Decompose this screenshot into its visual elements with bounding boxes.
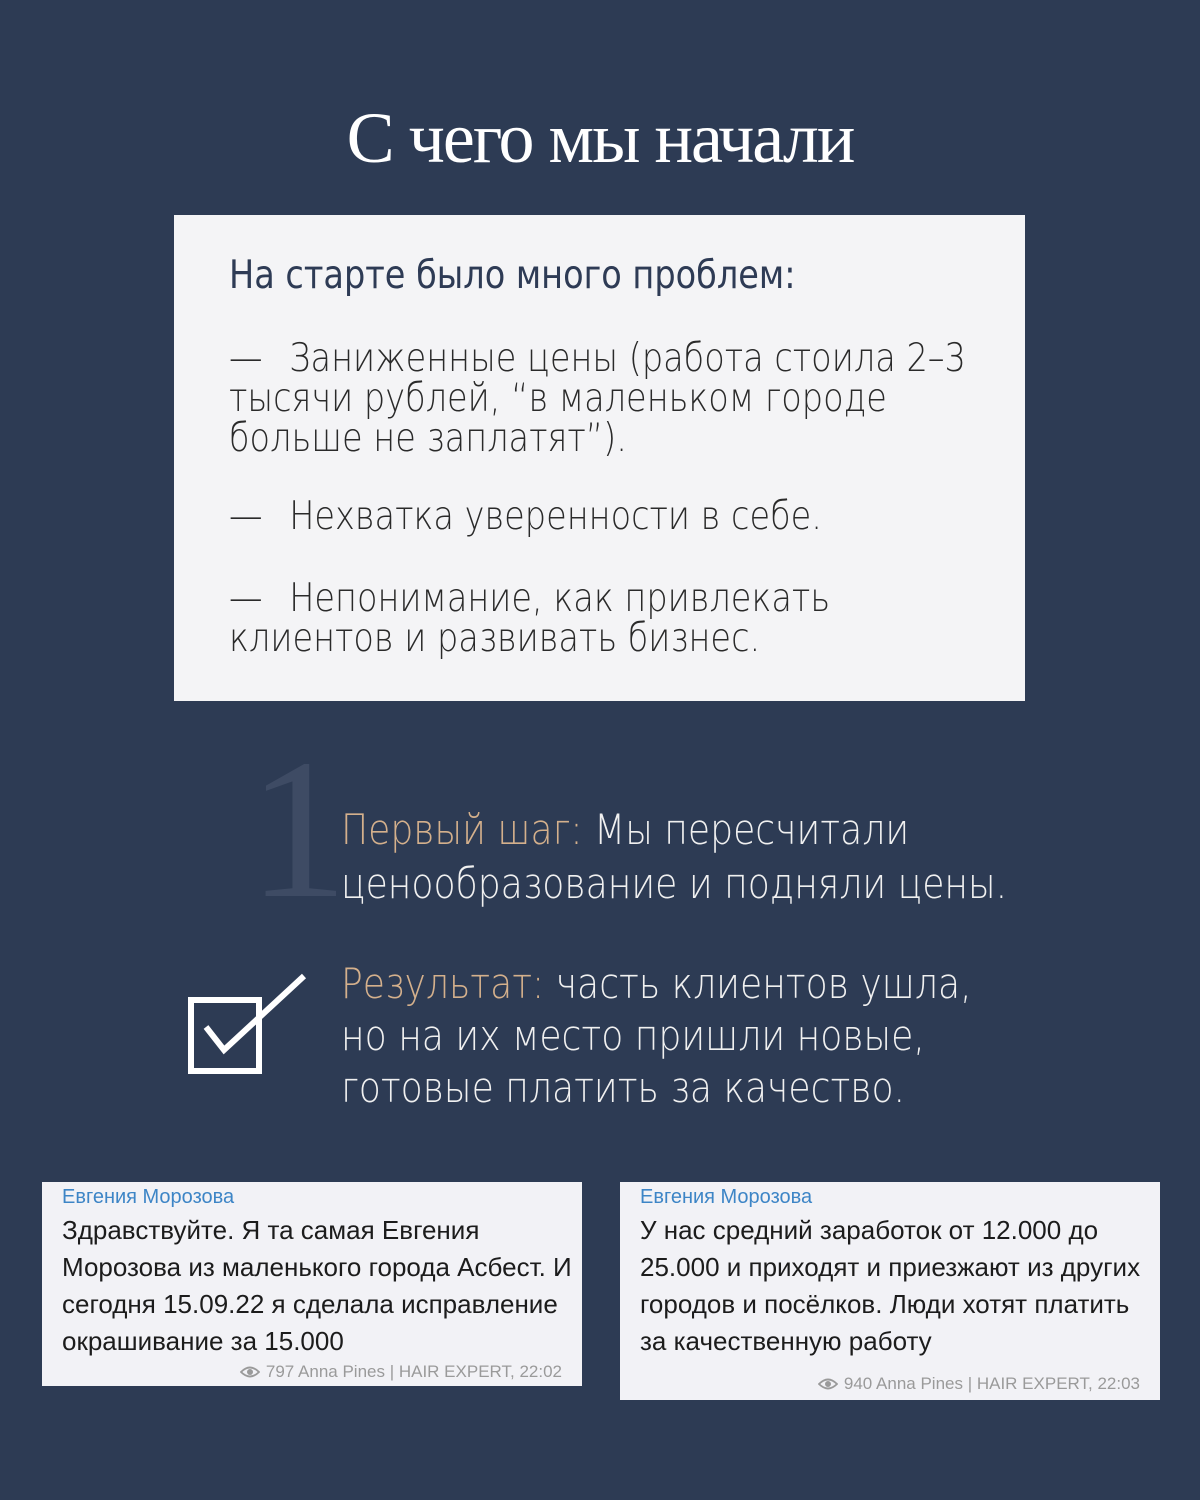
chat-message [620, 1182, 1160, 1400]
problem-item: — Нехватка уверенности в себе. [229, 494, 822, 539]
view-count: 797 [265, 1362, 295, 1381]
chat-author[interactable]: Евгения Морозова [62, 1186, 235, 1208]
view-count: 940 [843, 1374, 873, 1393]
first-step-text: Первый шаг: Мы пересчитали ценообразование и подняли цены. [341, 805, 1008, 908]
step-number: 1 [248, 719, 348, 940]
chat-message-text: У нас средний заработок от 12.000 до 25.000 и приходят и приезжают из других городов и посёлков. Люди хотят платить за качественную работу [640, 1215, 1141, 1356]
chat-author[interactable]: Евгения Морозова [640, 1186, 813, 1208]
first-step-label: Первый шаг: [341, 805, 583, 854]
problem-item: — Заниженные цены (работа стоила 2–3 тысячи рублей, “в маленьком городе больше не заплатят”). [229, 336, 966, 461]
result-text: Результат: часть клиентов ушла, но на их место пришли новые, готовые платить за качество. [341, 959, 972, 1112]
chat-message-text: Здравствуйте. Я та самая Евгения Морозова из маленького города Асбест. И сегодня 15.09.22 я сделала исправление окрашивание за 15.000 [62, 1215, 572, 1356]
problem-item: — Непонимание, как привлекать клиентов и развивать бизнес. [229, 576, 831, 661]
chat-message [42, 1182, 582, 1386]
eye-icon [240, 1365, 260, 1379]
chat-meta [240, 1362, 562, 1382]
problems-card [174, 215, 1025, 701]
chat-meta [818, 1374, 1140, 1394]
chat-channel: Anna Pines | HAIR EXPERT, 22:03 [876, 1374, 1140, 1393]
page-title: С чего мы начали [346, 98, 854, 178]
checkbox-check-icon [186, 970, 310, 1078]
result-label: Результат: [341, 959, 545, 1008]
chat-channel: Anna Pines | HAIR EXPERT, 22:02 [298, 1362, 562, 1381]
problems-heading: На старте было много проблем: [229, 253, 796, 298]
eye-icon [818, 1377, 838, 1391]
